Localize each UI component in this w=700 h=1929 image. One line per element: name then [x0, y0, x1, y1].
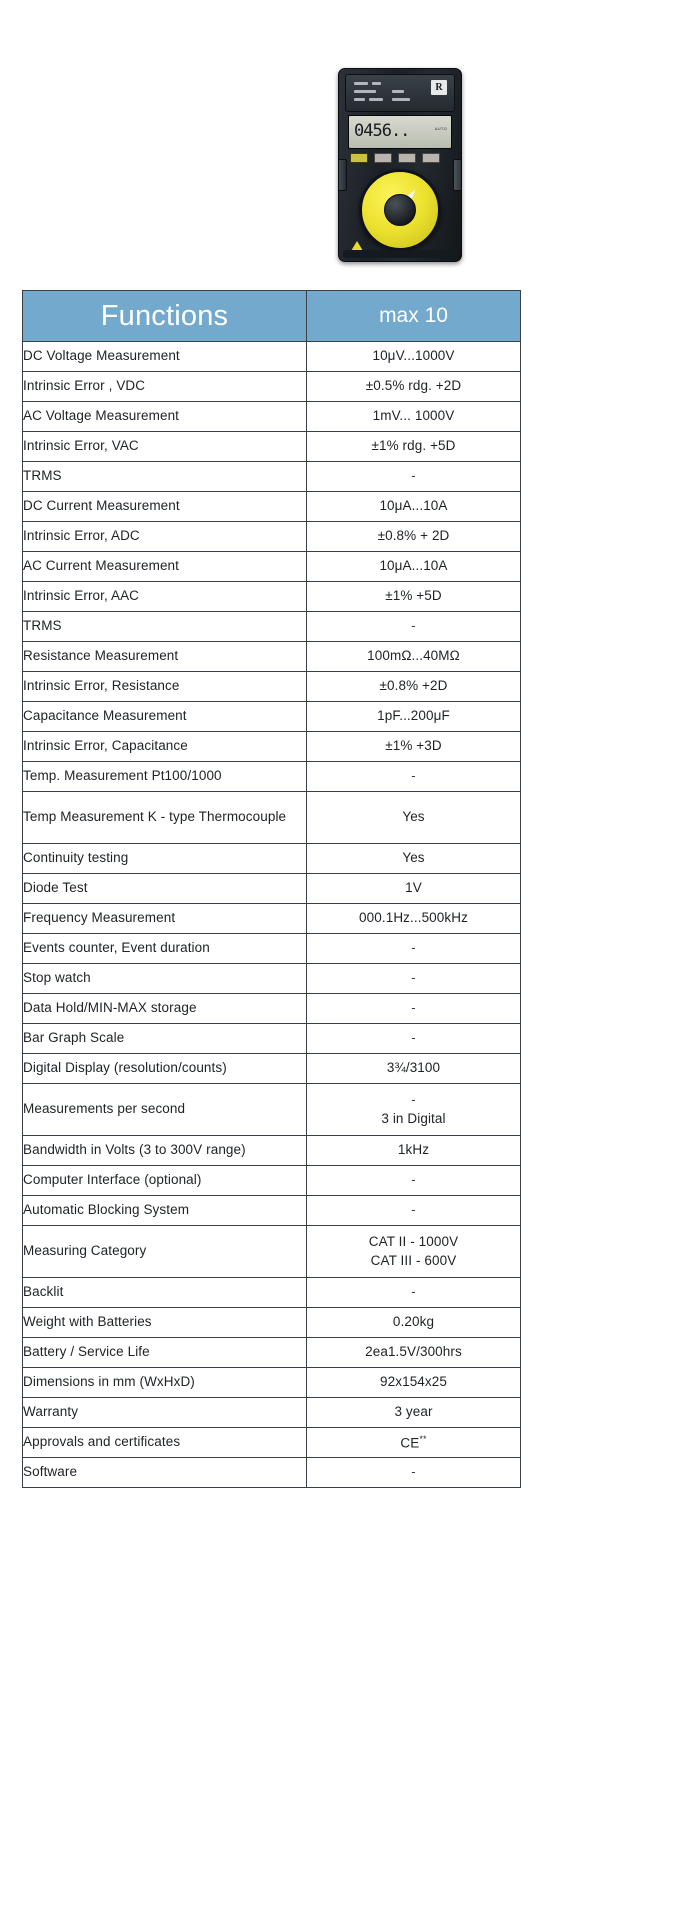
spec-value-line	[307, 1201, 520, 1219]
spec-function-cell: Digital Display (resolution/counts)	[23, 1054, 307, 1084]
spec-function-cell: Temp Measurement K - type Thermocouple	[23, 792, 307, 844]
spec-value-cell	[307, 462, 521, 492]
digital-multimeter-photo	[338, 68, 462, 262]
label-mark	[392, 98, 410, 101]
table-row	[23, 1278, 521, 1308]
not-available-dash: -	[411, 970, 416, 986]
specifications-table-body	[23, 342, 521, 1488]
spec-value-cell	[307, 552, 521, 582]
table-row	[23, 522, 521, 552]
spec-value-cell	[307, 874, 521, 904]
not-available-dash: -	[411, 940, 416, 956]
spec-value-cell	[307, 844, 521, 874]
spec-value-cell	[307, 762, 521, 792]
spec-value-cell	[307, 612, 521, 642]
spec-function-cell: Intrinsic Error, AAC	[23, 582, 307, 612]
spec-value-line	[307, 999, 520, 1017]
spec-value-cell	[307, 1136, 521, 1166]
table-row	[23, 552, 521, 582]
spec-value-line: 10μA...10A	[379, 498, 448, 514]
multimeter-button	[398, 153, 416, 163]
table-row	[23, 672, 521, 702]
spec-function-cell: Backlit	[23, 1278, 307, 1308]
spec-function-cell: Data Hold/MIN-MAX storage	[23, 994, 307, 1024]
not-available-dash: -	[411, 1202, 416, 1218]
table-row	[23, 402, 521, 432]
spec-value-line: 1pF...200μF	[377, 708, 450, 724]
spec-function-cell: Approvals and certificates	[23, 1428, 307, 1458]
label-mark	[369, 98, 383, 101]
spec-function-cell: AC Current Measurement	[23, 552, 307, 582]
not-available-dash: -	[411, 1030, 416, 1046]
spec-value-cell	[307, 342, 521, 372]
spec-value-line: ±1% +5D	[385, 588, 442, 604]
spec-function-cell: Intrinsic Error, VAC	[23, 432, 307, 462]
column-header-model: max 10	[307, 291, 521, 342]
table-row	[23, 582, 521, 612]
spec-function-cell: TRMS	[23, 462, 307, 492]
spec-value-cell	[307, 432, 521, 462]
spec-value-line: ±0.8% + 2D	[377, 528, 450, 544]
table-row	[23, 1196, 521, 1226]
spec-value-cell	[307, 934, 521, 964]
spec-function-cell: DC Current Measurement	[23, 492, 307, 522]
table-row	[23, 1054, 521, 1084]
spec-function-cell: Intrinsic Error , VDC	[23, 372, 307, 402]
spec-function-cell: Weight with Batteries	[23, 1308, 307, 1338]
table-row	[23, 762, 521, 792]
spec-value-line: ±1% +3D	[385, 738, 442, 754]
table-row	[23, 1398, 521, 1428]
spec-value-cell	[307, 1024, 521, 1054]
spec-value-line	[307, 1029, 520, 1047]
spec-function-cell: Events counter, Event duration	[23, 934, 307, 964]
spec-function-cell: Dimensions in mm (WxHxD)	[23, 1368, 307, 1398]
table-row	[23, 1226, 521, 1278]
spec-value-cell	[307, 372, 521, 402]
table-row	[23, 612, 521, 642]
table-row	[23, 342, 521, 372]
not-available-dash: -	[411, 1172, 416, 1188]
label-mark	[392, 90, 404, 93]
multimeter-side-clip	[453, 159, 462, 191]
spec-value-cell	[307, 1398, 521, 1428]
multimeter-button-row	[348, 153, 452, 162]
table-row	[23, 642, 521, 672]
table-row	[23, 792, 521, 844]
table-row	[23, 1136, 521, 1166]
table-row	[23, 372, 521, 402]
spec-value-cell	[307, 1428, 521, 1458]
spec-function-cell: Intrinsic Error, Capacitance	[23, 732, 307, 762]
spec-value-line: ±0.8% +2D	[379, 678, 448, 694]
spec-value-cell	[307, 1278, 521, 1308]
table-row	[23, 492, 521, 522]
spec-function-cell: Battery / Service Life	[23, 1338, 307, 1368]
spec-value-line	[307, 767, 520, 785]
multimeter-button	[374, 153, 392, 163]
spec-value-cell	[307, 1308, 521, 1338]
spec-function-cell: Automatic Blocking System	[23, 1196, 307, 1226]
spec-value-cell	[307, 732, 521, 762]
spec-function-cell: Computer Interface (optional)	[23, 1166, 307, 1196]
multimeter-button	[422, 153, 440, 163]
spec-value-cell	[307, 582, 521, 612]
table-row	[23, 1084, 521, 1136]
table-row	[23, 1024, 521, 1054]
spec-function-cell: Capacitance Measurement	[23, 702, 307, 732]
spec-function-cell: TRMS	[23, 612, 307, 642]
spec-function-cell: DC Voltage Measurement	[23, 342, 307, 372]
spec-value-cell	[307, 964, 521, 994]
spec-value-cell	[307, 402, 521, 432]
column-header-functions: Functions	[23, 291, 307, 342]
rotary-dial-icon	[359, 169, 441, 251]
not-available-dash: -	[411, 618, 416, 634]
spec-value-cell	[307, 1338, 521, 1368]
table-row	[23, 702, 521, 732]
label-mark	[354, 90, 376, 93]
table-row	[23, 1338, 521, 1368]
spec-value-line: 2ea1.5V/300hrs	[365, 1344, 462, 1360]
spec-value-line: CAT II - 1000V	[368, 1234, 459, 1250]
table-row	[23, 1458, 521, 1488]
table-row	[23, 462, 521, 492]
spec-function-cell: Software	[23, 1458, 307, 1488]
footnote-marker: **	[419, 1433, 427, 1444]
spec-value-line	[307, 467, 520, 485]
spec-function-cell: Intrinsic Error, Resistance	[23, 672, 307, 702]
spec-value-line: ±0.5% rdg. +2D	[365, 378, 462, 394]
table-row	[23, 1166, 521, 1196]
spec-value-line: Yes	[402, 809, 425, 825]
table-row	[23, 1308, 521, 1338]
spec-value-line: 1mV... 1000V	[372, 408, 455, 424]
spec-value-line: CAT III - 600V	[370, 1252, 457, 1268]
spec-value-cell	[307, 672, 521, 702]
spec-value-line: 3¾/3100	[386, 1060, 441, 1076]
multimeter-top-label-band	[345, 74, 455, 112]
spec-function-cell: Continuity testing	[23, 844, 307, 874]
spec-value-line	[307, 1463, 520, 1481]
spec-value-line: 3 in Digital	[381, 1110, 446, 1126]
spec-value-cell	[307, 702, 521, 732]
spec-function-cell: Warranty	[23, 1398, 307, 1428]
spec-value-cell	[307, 1368, 521, 1398]
table-row	[23, 432, 521, 462]
spec-function-cell: Diode Test	[23, 874, 307, 904]
spec-value-line: 92x154x25	[380, 1374, 447, 1390]
spec-function-cell: Measurements per second	[23, 1084, 307, 1136]
spec-value-line	[307, 617, 520, 635]
spec-function-cell: Frequency Measurement	[23, 904, 307, 934]
spec-value-cell	[307, 1458, 521, 1488]
spec-value-line: Yes	[402, 850, 425, 866]
label-mark	[354, 82, 368, 85]
spec-value-line: 000.1Hz...500kHz	[359, 910, 468, 926]
spec-value-line	[307, 1171, 520, 1189]
not-available-dash: -	[411, 768, 416, 784]
table-row	[23, 904, 521, 934]
spec-value-cell	[307, 1196, 521, 1226]
spec-value-cell	[307, 1166, 521, 1196]
table-row	[23, 994, 521, 1024]
table-row	[23, 934, 521, 964]
spec-value-line: 1V	[405, 880, 422, 896]
lcd-reading: 0456..	[354, 121, 410, 141]
table-row	[23, 874, 521, 904]
spec-value-cell	[307, 792, 521, 844]
spec-function-cell: Temp. Measurement Pt100/1000	[23, 762, 307, 792]
table-row	[23, 732, 521, 762]
spec-value-cell	[307, 904, 521, 934]
label-mark	[354, 98, 365, 101]
spec-value-line: ±1% rdg. +5D	[371, 438, 456, 454]
spec-value-line: CE**	[400, 1433, 427, 1451]
specifications-table	[22, 290, 521, 1488]
spec-value-cell	[307, 994, 521, 1024]
spec-function-cell: Bar Graph Scale	[23, 1024, 307, 1054]
not-available-dash: -	[411, 1464, 416, 1480]
table-row	[23, 1428, 521, 1458]
multimeter-bottom-edge	[343, 250, 457, 258]
product-photo-area	[0, 0, 700, 286]
multimeter-side-clip	[338, 159, 347, 191]
spec-value-cell	[307, 1054, 521, 1084]
brand-logo-icon: R	[431, 80, 447, 95]
multimeter-button	[350, 153, 368, 163]
not-available-dash: -	[411, 1000, 416, 1016]
not-available-dash: -	[411, 1092, 416, 1108]
spec-value-line	[307, 1283, 520, 1301]
spec-value-line	[307, 939, 520, 957]
label-mark	[372, 82, 381, 85]
spec-function-cell: AC Voltage Measurement	[23, 402, 307, 432]
spec-function-cell: Measuring Category	[23, 1226, 307, 1278]
spec-value-cell	[307, 492, 521, 522]
dial-knob-icon	[384, 194, 416, 226]
multimeter-lcd-display	[348, 115, 452, 149]
table-row	[23, 964, 521, 994]
table-header-row	[23, 291, 521, 342]
table-row	[23, 1368, 521, 1398]
not-available-dash: -	[411, 1284, 416, 1300]
spec-value-line: 10μA...10A	[379, 558, 448, 574]
spec-value-line	[307, 969, 520, 987]
spec-function-cell: Bandwidth in Volts (3 to 300V range)	[23, 1136, 307, 1166]
lcd-brand-text: AUTO	[434, 126, 447, 131]
not-available-dash: -	[411, 468, 416, 484]
spec-value-line: 100mΩ...40MΩ	[367, 648, 460, 664]
spec-value-line	[307, 1091, 520, 1109]
spec-value-cell	[307, 522, 521, 552]
spec-value-line: 0.20kg	[392, 1314, 435, 1330]
spec-value-line: 3 year	[394, 1404, 433, 1420]
spec-function-cell: Resistance Measurement	[23, 642, 307, 672]
spec-value-cell	[307, 1226, 521, 1278]
spec-function-cell: Intrinsic Error, ADC	[23, 522, 307, 552]
spec-value-line: 10μV...1000V	[372, 348, 455, 364]
spec-value-cell	[307, 1084, 521, 1136]
spec-value-line: 1kHz	[397, 1142, 430, 1158]
spec-function-cell: Stop watch	[23, 964, 307, 994]
spec-value-cell	[307, 642, 521, 672]
table-row	[23, 844, 521, 874]
